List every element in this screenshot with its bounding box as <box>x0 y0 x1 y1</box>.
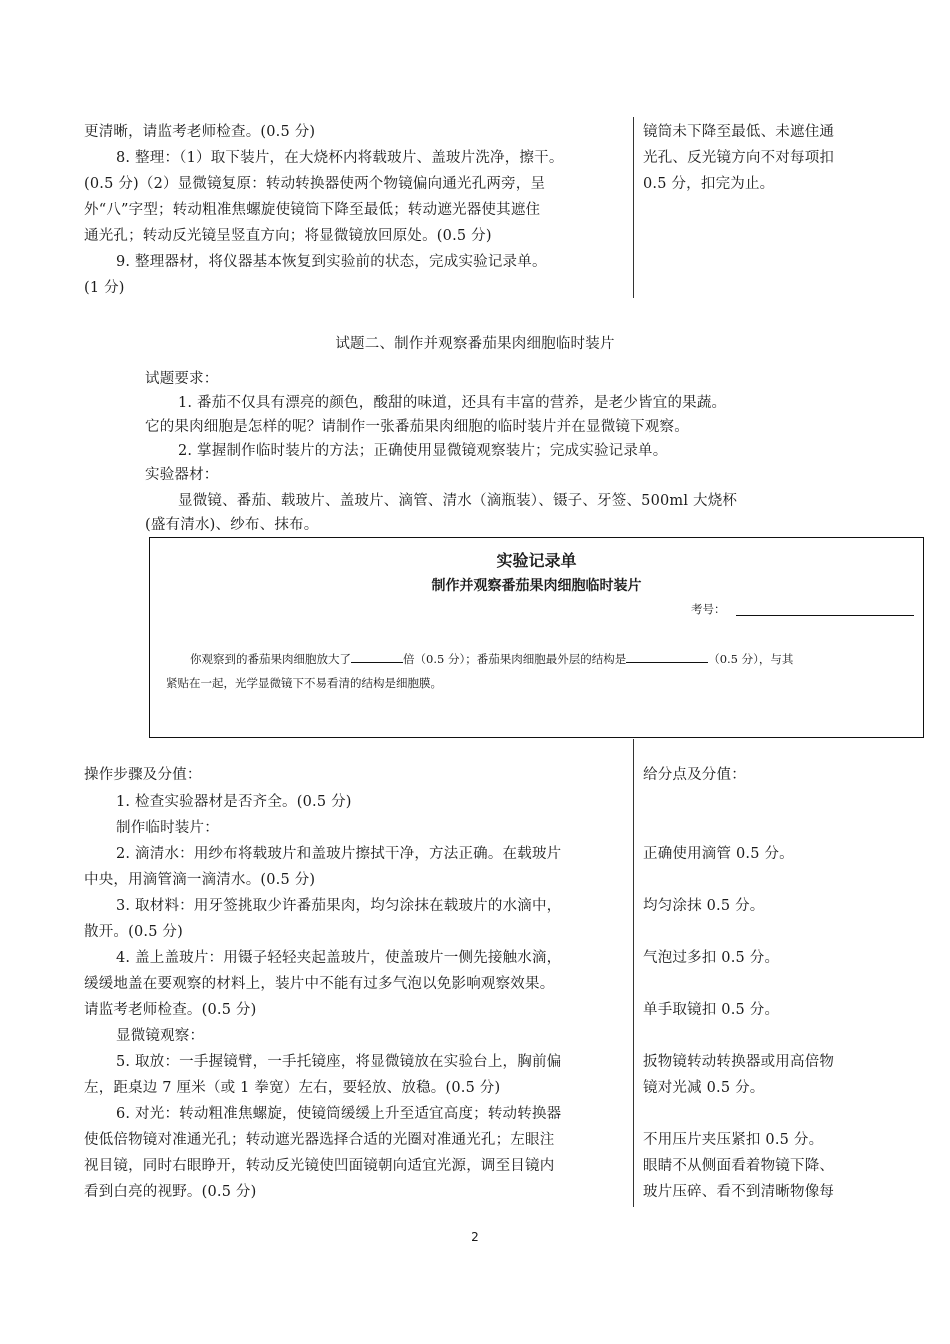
procedure-line-13: 6. 对光：转动粗准焦螺旋，使镜筒缓缓上升至适宜高度；转动转换器 <box>116 1106 562 1122</box>
procedure-line-10: 显微镜观察： <box>116 1028 205 1044</box>
top-right-line-2: 光孔、反光镜方向不对每项扣 <box>643 150 835 166</box>
top-left-line-6: 9. 整理器材，将仪器基本恢复到实验前的状态，完成实验记录单。 <box>116 254 547 270</box>
top-left-line-2: 8. 整理：（1）取下装片，在大烧杯内将载玻片、盖玻片洗净，擦干。 <box>116 150 564 166</box>
top-left-line-5: 通光孔；转动反光镜呈竖直方向；将显微镜放回原处。(0.5 分) <box>84 228 492 244</box>
scoring-item-6: 镜对光减 0.5 分。 <box>643 1080 765 1096</box>
scoring-item-8: 眼睛不从侧面看着物镜下降、 <box>643 1158 835 1174</box>
procedure-line-12: 左，距桌边 7 厘米（或 1 拳宽）左右，要轻放、放稳。(0.5 分) <box>84 1080 501 1096</box>
question-title: 试题二、制作并观察番茄果肉细胞临时装片 <box>335 336 615 352</box>
scoring-item-2: 均匀涂抹 0.5 分。 <box>643 898 765 914</box>
record-sheet-subtitle: 制作并观察番茄果肉细胞临时装片 <box>431 578 642 594</box>
top-left-line-1: 更清晰，请监考老师检查。(0.5 分) <box>84 124 316 140</box>
page-number: 2 <box>471 1230 479 1244</box>
scoring-item-3: 气泡过多扣 0.5 分。 <box>643 950 780 966</box>
requirement-2: 2. 掌握制作临时装片的方法；正确使用显微镜观察装片；完成实验记录单。 <box>178 443 668 459</box>
procedure-line-9: 请监考老师检查。(0.5 分) <box>84 1002 257 1018</box>
procedure-line-14: 使低倍物镜对准通光孔；转动遮光器选择合适的光圈对准通光孔；左眼注 <box>84 1132 555 1148</box>
procedure-line-15: 视目镜，同时右眼睁开，转动反光镜使凹面镜朝向适宜光源，调至目镜内 <box>84 1158 555 1174</box>
procedure-right-heading: 给分点及分值： <box>643 767 746 783</box>
scoring-item-4: 单手取镜扣 0.5 分。 <box>643 1002 780 1018</box>
scoring-item-1: 正确使用滴管 0.5 分。 <box>643 846 794 862</box>
procedure-line-5: 3. 取材料：用牙签挑取少许番茄果肉，均匀涂抹在载玻片的水滴中， <box>116 898 562 914</box>
procedure-line-11: 5. 取放：一手握镜臂，一手托镜座，将显微镜放在实验台上，胸前偏 <box>116 1054 562 1070</box>
magnification-blank[interactable] <box>351 650 403 663</box>
exam-number-label: 考号： <box>691 602 726 616</box>
procedure-line-7: 4. 盖上盖玻片：用镊子轻轻夹起盖玻片，使盖玻片一侧先接触水滴， <box>116 950 562 966</box>
scoring-item-9: 玻片压碎、看不到清晰物像每 <box>643 1184 835 1200</box>
top-right-line-1: 镜筒未下降至最低、未遮住通 <box>643 124 835 140</box>
requirement-1-line-1: 1. 番茄不仅具有漂亮的颜色，酸甜的味道，还具有丰富的营养，是老少皆宜的果蔬。 <box>178 395 727 411</box>
materials-line-2: (盛有清水)、纱布、抹布。 <box>145 517 319 533</box>
procedure-line-16: 看到白亮的视野。(0.5 分) <box>84 1184 257 1200</box>
procedure-line-6: 散开。(0.5 分) <box>84 924 183 940</box>
exam-number-field[interactable] <box>736 615 914 616</box>
scoring-item-5: 扳物镜转动转换器或用高倍物 <box>643 1054 835 1070</box>
procedure-line-8: 缓缓地盖在要观察的材料上，装片中不能有过多气泡以免影响观察效果。 <box>84 976 555 992</box>
record-sheet-title: 实验记录单 <box>496 551 577 570</box>
requirement-1-line-2: 它的果肉细胞是怎样的呢？请制作一张番茄果肉细胞的临时装片并在显微镜下观察。 <box>145 419 689 435</box>
procedure-left-heading: 操作步骤及分值： <box>84 767 202 783</box>
record-sheet-box <box>149 537 924 738</box>
top-left-line-4: 外“八”字型；转动粗准焦螺旋使镜筒下降至最低；转动遮光器使其遮住 <box>84 202 541 218</box>
procedure-line-4: 中央，用滴管滴一滴清水。(0.5 分) <box>84 872 316 888</box>
outer-structure-blank[interactable] <box>626 650 708 663</box>
top-left-line-3: (0.5 分)（2）显微镜复原：转动转换器使两个物镜偏向通光孔两旁，呈 <box>84 176 546 192</box>
materials-heading: 实验器材： <box>145 467 219 483</box>
procedure-line-3: 2. 滴清水：用纱布将载玻片和盖玻片擦拭干净，方法正确。在载玻片 <box>116 846 562 862</box>
scoring-item-7: 不用压片夹压紧扣 0.5 分。 <box>643 1132 824 1148</box>
top-right-line-3: 0.5 分，扣完为止。 <box>643 176 775 192</box>
procedure-column-divider <box>633 739 634 1207</box>
procedure-line-2: 制作临时装片： <box>116 820 219 836</box>
record-question-part-1: 你观察到的番茄果肉细胞放大了 <box>190 652 351 666</box>
record-question-line-1 <box>190 649 793 669</box>
procedure-line-1: 1. 检查实验器材是否齐全。(0.5 分) <box>116 794 352 810</box>
record-question-line-2: 紧贴在一起，光学显微镜下不易看清的结构是细胞膜。 <box>166 676 442 690</box>
top-column-divider <box>633 117 634 298</box>
requirements-heading: 试题要求： <box>145 371 219 387</box>
top-left-line-7: (1 分) <box>84 280 125 296</box>
record-question-part-2: 倍（0.5 分）；番茄果肉细胞最外层的结构是 <box>403 652 627 666</box>
record-question-part-3: （0.5 分），与其 <box>708 652 794 666</box>
materials-line-1: 显微镜、番茄、载玻片、盖玻片、滴管、清水（滴瓶装）、镊子、牙签、500ml 大烧杯 <box>178 493 738 509</box>
